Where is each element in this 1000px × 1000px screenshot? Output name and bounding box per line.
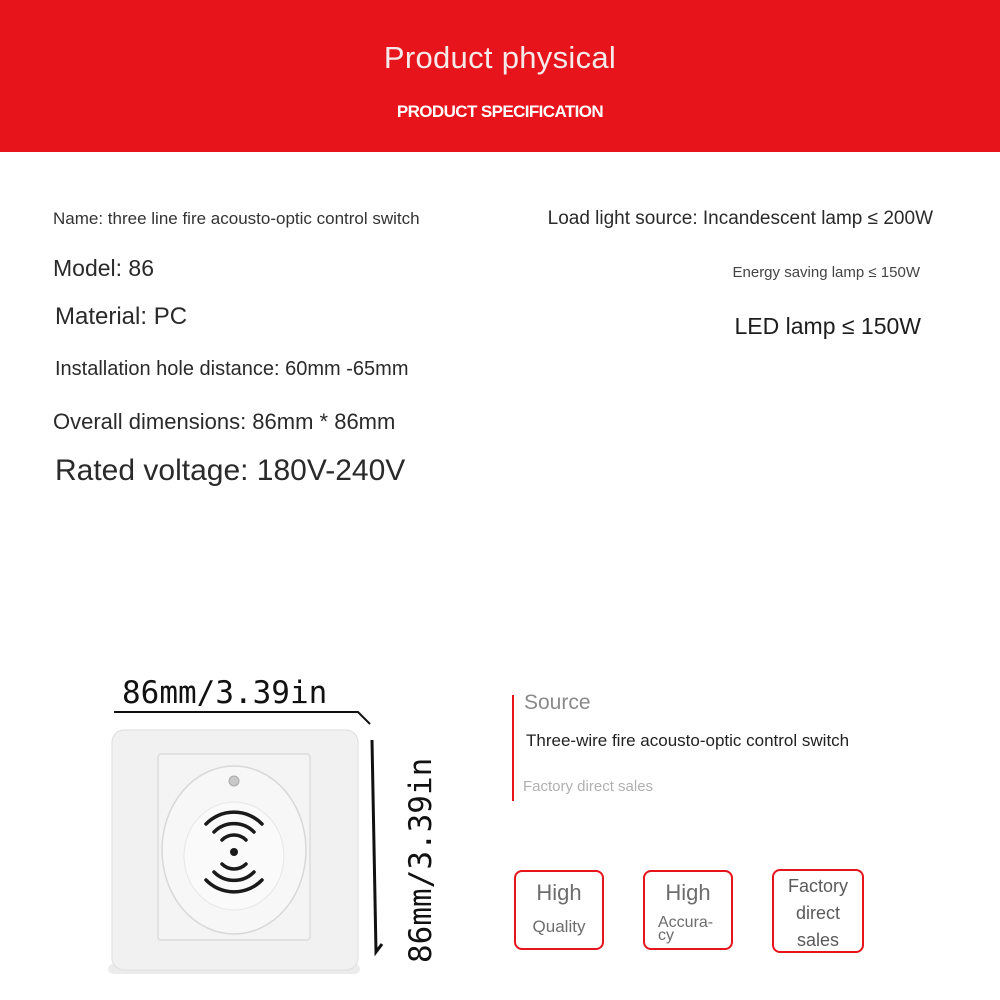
- spec-dimensions: Overall dimensions: 86mm * 86mm: [53, 409, 396, 434]
- spec-load-source: Load light source: Incandescent lamp ≤ 200W: [547, 208, 933, 229]
- badge-line: Quality: [532, 917, 586, 936]
- header-banner: [0, 0, 1000, 152]
- badge-line: High: [536, 880, 582, 905]
- page-title: Product physical: [383, 40, 617, 75]
- page-subtitle: PRODUCT SPECIFICATION: [396, 102, 604, 121]
- height-dimension-label: 86mm/3.39in: [403, 757, 439, 963]
- badge-line: High: [665, 880, 711, 905]
- switch-illustration: [100, 690, 400, 990]
- badge-line: Accura-cy: [658, 914, 714, 944]
- light-sensor-dot: [229, 776, 239, 786]
- source-accent-bar: [512, 695, 514, 801]
- badge-factory-direct: [772, 869, 864, 953]
- source-footer: Factory direct sales: [523, 778, 654, 795]
- spec-hole-distance: Installation hole distance: 60mm -65mm: [55, 358, 409, 380]
- height-dimension-line: [372, 740, 382, 952]
- spec-name: Name: three line fire acousto-optic control switch: [53, 209, 420, 228]
- spec-energy-saving: Energy saving lamp ≤ 150W: [732, 264, 920, 281]
- width-dimension-label: 86mm/3.39in: [122, 675, 328, 711]
- badge-high-accuracy: [643, 870, 733, 950]
- source-title: Source: [524, 691, 591, 714]
- badge-high-quality: [514, 870, 604, 950]
- badge-line: sales: [796, 930, 840, 950]
- badge-line: direct: [795, 903, 840, 923]
- spec-led: LED lamp ≤ 150W: [734, 313, 921, 339]
- badge-line: Factory: [787, 876, 848, 896]
- source-description: Three-wire fire acousto-optic control switch: [526, 731, 850, 750]
- spec-material: Material: PC: [55, 303, 188, 330]
- spec-model: Model: 86: [53, 255, 155, 281]
- spec-voltage: Rated voltage: 180V-240V: [55, 454, 406, 487]
- width-dimension-line: [114, 712, 370, 724]
